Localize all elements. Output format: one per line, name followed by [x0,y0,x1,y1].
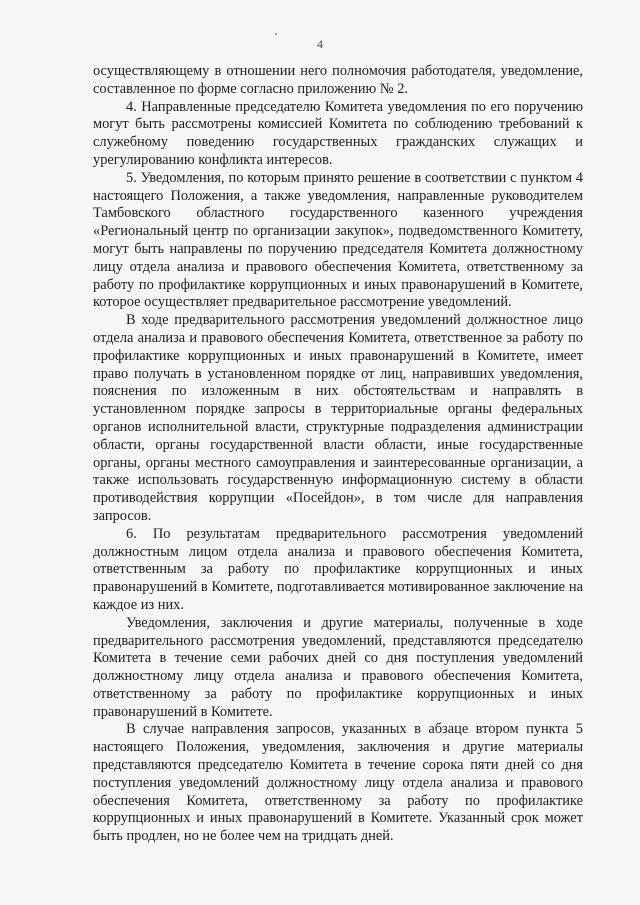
paragraph-item-4: 4. Направленные председателю Комитета уведомления по его поручению могут быть рассмотрены комиссией Комитета по соблюдению требований к служебному поведению государственных гражданских служащих и урегулированию конфликта интересов. [93,98,583,168]
paragraph-continuation: осуществляющему в отношении него полномочия работодателя, уведомление, составленное по форме согласно приложению № 2. [93,63,583,97]
paragraph-item-6-materials: Уведомления, заключения и другие материалы, полученные в ходе предварительного рассмотрения уведомлений, представляются председателю Комитета в течение семи рабочих дней со дня поступления уведомлений должностному лицу отдела анализа и правового обеспечения Комитета, ответственному за работу по профилактике коррупционных и иных правонарушений в Комитете. [93,614,583,720]
paragraph-item-5: 5. Уведомления, по которым принято решение в соответствии с пунктом 4 настоящего Положения, а также уведомления, направленные руководителем Тамбовского областного государственного казенного учреждения «Региональный центр по организации закупок», подведомственного Комитету, могут быть направлены по поручению председателя Комитета должностному лицу отдела анализа и правового обеспечения Комитета, ответственному за работу по профилактике коррупционных и иных правонарушений в Комитете, которое осуществляет предварительное рассмотрение уведомлений. [93,169,583,311]
paragraph-item-5-preliminary-review: В ходе предварительного рассмотрения уведомлений должностное лицо отдела анализа и правового обеспечения Комитета, ответственное за работу по профилактике коррупционных и иных правонарушений в Комитете, имеет право получать в установленном порядке от лиц, направивших уведомления, пояснения по изложенным в них обстоятельствам и направлять в установленном порядке запросы в территориальные органы федеральных органов исполнительной власти, структурные подразделения администрации области, органы государственной власти области, иные государственные органы, органы местного самоуправления и заинтересованные организации, а также использовать государственную информационную систему в области противодействия коррупции «Посейдон», в том числе для направления запросов. [93,312,583,524]
paragraph-item-6: 6. По результатам предварительного рассмотрения уведомлений должностным лицом отдела анализа и правового обеспечения Комитета, ответственным за работу по профилактике коррупционных и иных правонарушений в Комитете, подготавливается мотивированное заключение на каждое из них. [93,525,583,613]
paragraph-item-6-deadline: В случае направления запросов, указанных в абзаце втором пункта 5 настоящего Положения, уведомления, заключения и другие материалы представляются председателю Комитета в течение сорока пяти дней со дня поступления уведомлений должностному лицу отдела анализа и правового обеспечения Комитета, ответственному за работу по профилактике коррупционных и иных правонарушений в Комитете. Указанный срок может быть продлен, но не более чем на тридцать дней. [93,721,583,845]
page-number: 4 [317,37,323,51]
scan-artifact-dot [275,33,277,35]
document-body [93,63,583,846]
